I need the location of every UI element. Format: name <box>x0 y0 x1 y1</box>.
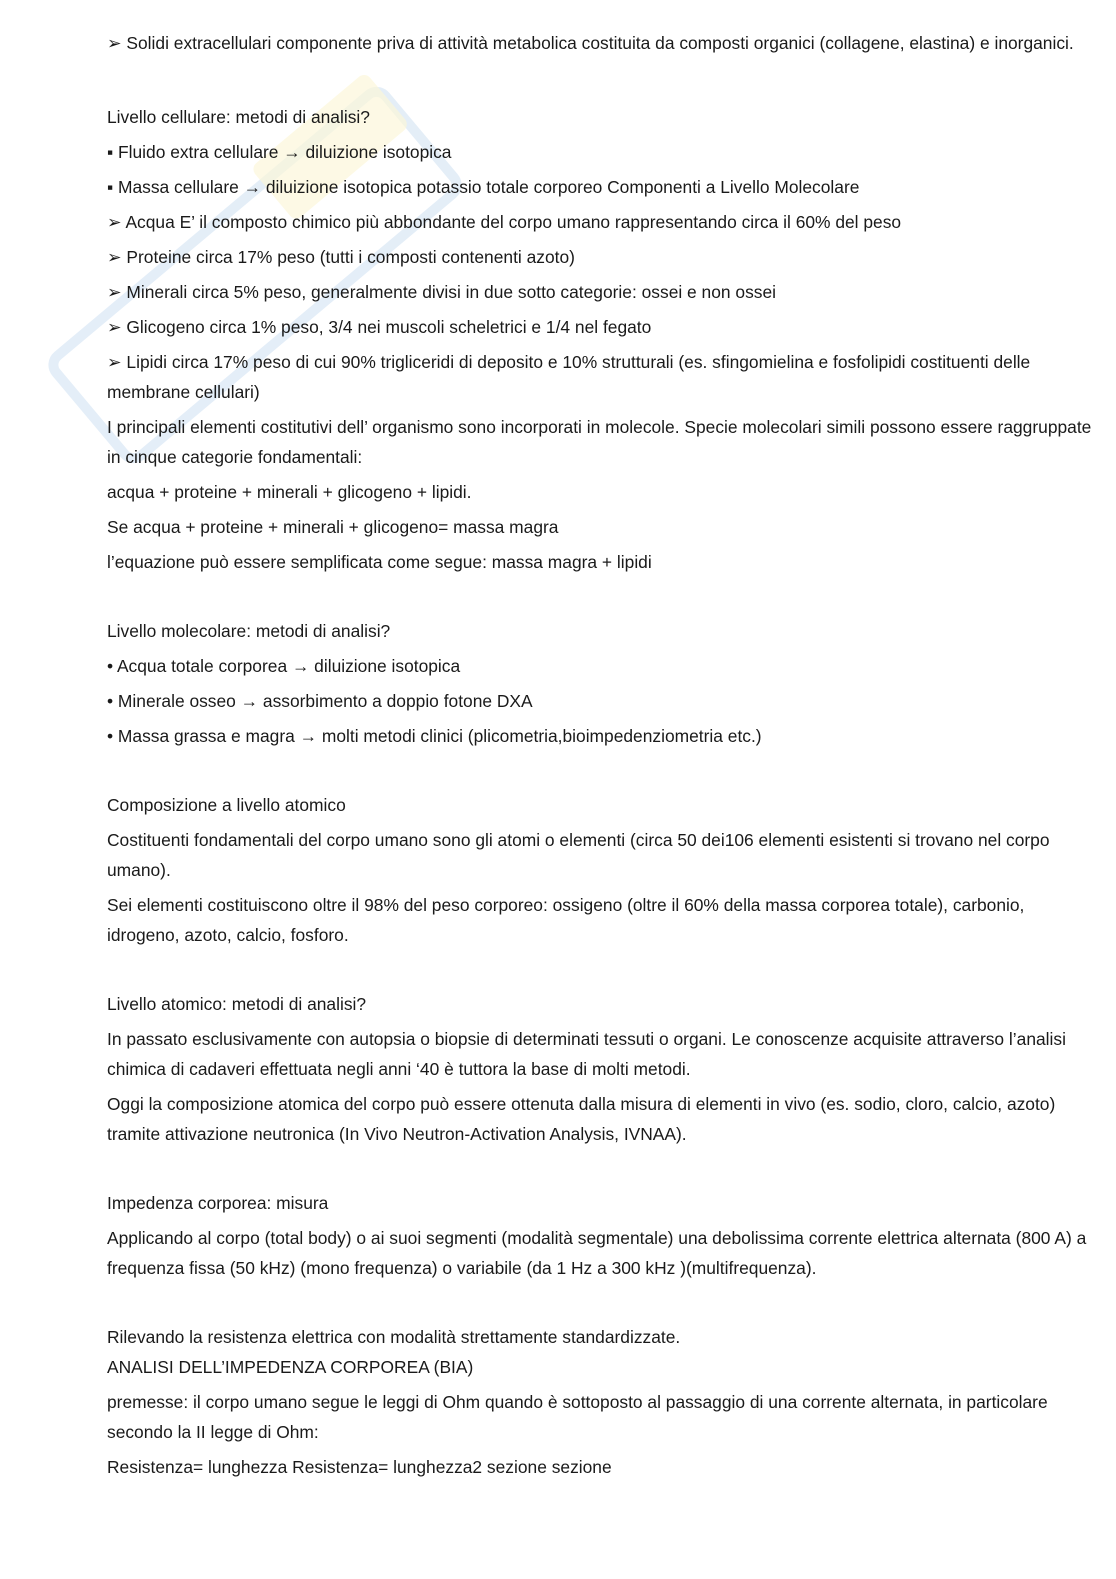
paragraph-in-passato: In passato esclusivamente con autopsia o biopsie di determinati tessuti o organi. Le conoscenze acquisite attraverso l’analisi chimica di cadaveri effettuata negli anni ‘40 è tuttora la base di molti metodi. <box>107 1029 1066 1079</box>
document-page <box>107 28 1092 1482</box>
paragraph-applicando: Applicando al corpo (total body) o ai suoi segmenti (modalità segmentale) una debolissima corrente elettrica alternata (800 A) a frequenza fissa (50 kHz) (mono frequenza) o variabile (da 1 Hz a 300 kHz )(multifrequenza). <box>107 1228 1087 1278</box>
equation-semplificata: l’equazione può essere semplificata come segue: massa magra + lipidi <box>107 552 652 572</box>
heading-composizione-atomica: Composizione a livello atomico <box>107 795 346 815</box>
paragraph-premesse: premesse: il corpo umano segue le leggi di Ohm quando è sottoposto al passaggio di una corrente alternata, in particolare secondo la II legge di Ohm: <box>107 1392 1048 1442</box>
paragraph-oggi: Oggi la composizione atomica del corpo può essere ottenuta dalla misura di elementi in vivo (es. sodio, cloro, calcio, azoto) tramite attivazione neutronica (In Vivo Neutron-Activation Analysis, IVNAA). <box>107 1094 1056 1144</box>
paragraph-solidi-extracellulari: ➢ Solidi extracellulari componente priva di attività metabolica costituita da composti organici (collagene, elastina) e inorganici. <box>107 33 1074 53</box>
list-item-acqua-totale: • Acqua totale corporea → diluizione isotopica <box>107 656 461 676</box>
list-item-minerali: ➢ Minerali circa 5% peso, generalmente divisi in due sotto categorie: ossei e non ossei <box>107 282 777 302</box>
heading-livello-atomico-metodi: Livello atomico: metodi di analisi? <box>107 994 367 1014</box>
equation-massa-magra: Se acqua + proteine + minerali + glicogeno= massa magra <box>107 517 559 537</box>
formula-resistenza: Resistenza= lunghezza Resistenza= lunghezza2 sezione sezione <box>107 1457 612 1477</box>
list-item-acqua: ➢ Acqua E’ il composto chimico più abbondante del corpo umano rappresentando circa il 60% del peso <box>107 212 902 232</box>
list-item-lipidi: ➢ Lipidi circa 17% peso di cui 90% trigliceridi di deposito e 10% strutturali (es. sfingomielina e fosfolipidi costituenti delle membrane cellulari) <box>107 352 1031 402</box>
list-item-fluido-extracellulare: ▪ Fluido extra cellulare → diluizione isotopica <box>107 142 452 162</box>
paragraph-costituenti-fondamentali: Costituenti fondamentali del corpo umano sono gli atomi o elementi (circa 50 dei106 elementi esistenti si trovano nel corpo umano). <box>107 830 1050 880</box>
heading-impedenza-corporea: Impedenza corporea: misura <box>107 1193 329 1213</box>
heading-livello-cellulare-metodi: Livello cellulare: metodi di analisi? <box>107 107 370 127</box>
list-item-glicogeno: ➢ Glicogeno circa 1% peso, 3/4 nei muscoli scheletrici e 1/4 nel fegato <box>107 317 652 337</box>
heading-livello-molecolare-metodi: Livello molecolare: metodi di analisi? <box>107 621 391 641</box>
list-item-proteine: ➢ Proteine circa 17% peso (tutti i composti contenenti azoto) <box>107 247 575 267</box>
paragraph-sei-elementi: Sei elementi costituiscono oltre il 98% del peso corporeo: ossigeno (oltre il 60% della massa corporea totale), carbonio, idrogeno, azoto, calcio, fosforo. <box>107 895 1025 945</box>
equation-categorie: acqua + proteine + minerali + glicogeno + lipidi. <box>107 482 472 502</box>
list-item-minerale-osseo: • Minerale osseo → assorbimento a doppio fotone DXA <box>107 691 533 711</box>
list-item-massa-grassa-magra: • Massa grassa e magra → molti metodi clinici (plicometria,bioimpedenziometria etc.) <box>107 726 762 746</box>
heading-analisi-impedenza-bia: ANALISI DELL’IMPEDENZA CORPOREA (BIA) <box>107 1357 474 1377</box>
paragraph-elementi-costitutivi: I principali elementi costitutivi dell’ organismo sono incorporati in molecole. Specie molecolari simili possono essere raggruppate in cinque categorie fondamentali: <box>107 417 1092 467</box>
paragraph-rilevando: Rilevando la resistenza elettrica con modalità strettamente standardizzate. <box>107 1327 681 1347</box>
list-item-massa-cellulare: ▪ Massa cellulare → diluizione isotopica potassio totale corporeo Componenti a Livello Molecolare <box>107 177 860 197</box>
